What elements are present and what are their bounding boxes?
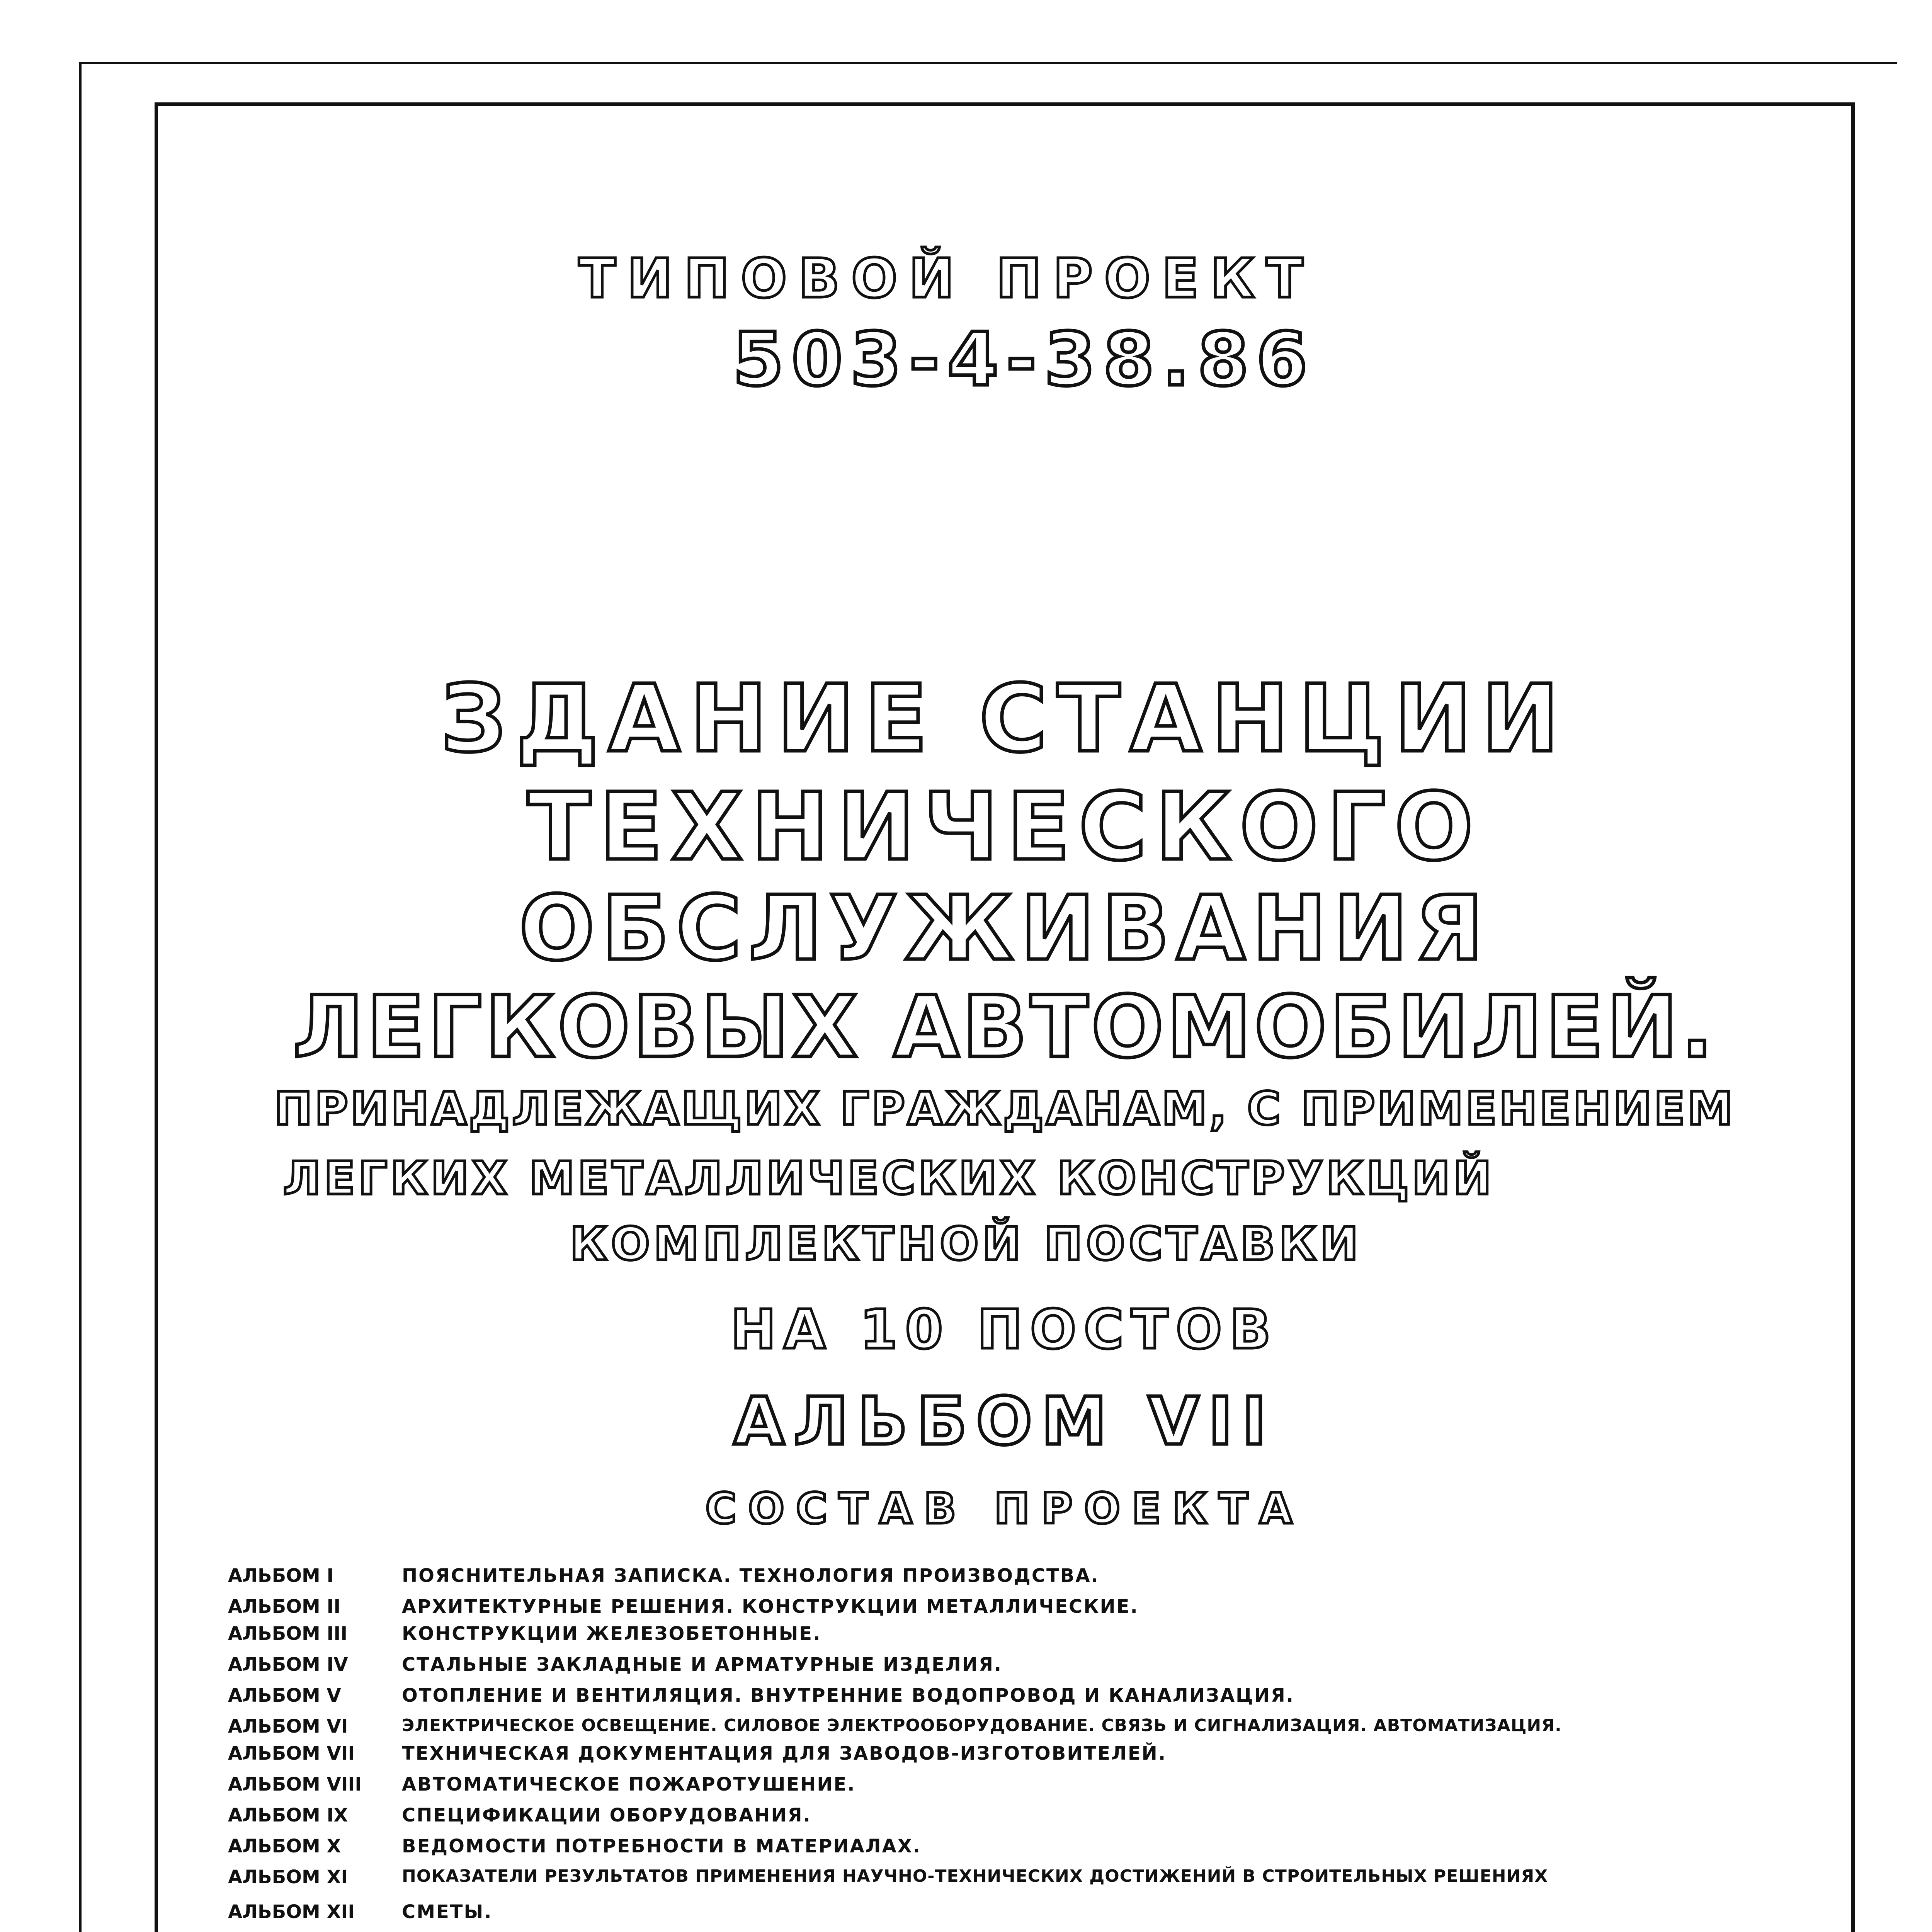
album-label: АЛЬБОМ III bbox=[228, 1623, 348, 1645]
album-label: АЛЬБОМ II bbox=[228, 1596, 341, 1617]
list-item bbox=[228, 1804, 1851, 1835]
album-description: ВЕДОМОСТИ ПОТРЕБНОСТИ В МАТЕРИАЛАХ. bbox=[402, 1835, 921, 1857]
album-description: ОТОПЛЕНИЕ И ВЕНТИЛЯЦИЯ. ВНУТРЕННИЕ ВОДОПРОВОД И КАНАЛИЗАЦИЯ. bbox=[402, 1685, 1295, 1706]
sheet-edge-left bbox=[79, 62, 82, 1932]
list-item bbox=[228, 1774, 1851, 1804]
album-label: АЛЬБОМ I bbox=[228, 1565, 334, 1587]
sheet-edge-top bbox=[81, 62, 1897, 64]
album-label: АЛЬБОМ V bbox=[228, 1685, 341, 1706]
album-description: СМЕТЫ. bbox=[402, 1901, 493, 1923]
album-description: АРХИТЕКТУРНЫЕ РЕШЕНИЯ. КОНСТРУКЦИИ МЕТАЛЛИЧЕСКИЕ. bbox=[402, 1596, 1139, 1617]
title-line-1: ЗДАНИЕ СТАНЦИИ bbox=[440, 665, 1569, 773]
album-label: АЛЬБОМ VIII bbox=[228, 1774, 362, 1795]
list-item bbox=[228, 1835, 1851, 1866]
list-item bbox=[228, 1685, 1851, 1716]
album-description: ПОЯСНИТЕЛЬНАЯ ЗАПИСКА. ТЕХНОЛОГИЯ ПРОИЗВОДСТВА. bbox=[402, 1565, 1099, 1587]
album-description: АВТОМАТИЧЕСКОЕ ПОЖАРОТУШЕНИЕ. bbox=[402, 1774, 856, 1795]
list-item bbox=[228, 1716, 1851, 1747]
list-item bbox=[228, 1654, 1851, 1685]
album-description: КОНСТРУКЦИИ ЖЕЛЕЗОБЕТОННЫЕ. bbox=[402, 1623, 821, 1645]
album-label: АЛЬБОМ XII bbox=[228, 1901, 355, 1923]
album-description: ТЕХНИЧЕСКАЯ ДОКУМЕНТАЦИЯ ДЛЯ ЗАВОДОВ-ИЗГОТОВИТЕЛЕЙ. bbox=[402, 1743, 1167, 1764]
list-item bbox=[228, 1743, 1851, 1774]
project-type-heading: ТИПОВОЙ ПРОЕКТ bbox=[578, 247, 1315, 310]
composition-heading: СОСТАВ ПРОЕКТА bbox=[705, 1484, 1304, 1533]
list-item bbox=[228, 1866, 1851, 1897]
title-line-2: ТЕХНИЧЕСКОГО bbox=[527, 773, 1482, 881]
title-line-7: КОМПЛЕКТНОЙ ПОСТАВКИ bbox=[570, 1217, 1362, 1270]
album-number: АЛЬБОМ VII bbox=[733, 1383, 1276, 1460]
album-label: АЛЬБОМ X bbox=[228, 1835, 341, 1857]
title-line-5: ПРИНАДЛЕЖАЩИХ ГРАЖДАНАМ, С ПРИМЕНЕНИЕМ bbox=[274, 1082, 1735, 1135]
list-item bbox=[228, 1596, 1851, 1627]
title-line-4: ЛЕГКОВЫХ АВТОМОБИЛЕЙ. bbox=[293, 978, 1716, 1077]
list-item bbox=[228, 1623, 1851, 1654]
title-line-3: ОБСЛУЖИВАНИЯ bbox=[519, 877, 1490, 980]
album-description: ПОКАЗАТЕЛИ РЕЗУЛЬТАТОВ ПРИМЕНЕНИЯ НАУЧНО-ТЕХНИЧЕСКИХ ДОСТИЖЕНИЙ В СТРОИТЕЛЬНЫХ РЕШЕНИЯХ bbox=[402, 1866, 1548, 1886]
album-description: ЭЛЕКТРИЧЕСКОЕ ОСВЕЩЕНИЕ. СИЛОВОЕ ЭЛЕКТРООБОРУДОВАНИЕ. СВЯЗЬ И СИГНАЛИЗАЦИЯ. АВТОМАТИЗАЦИЯ. bbox=[402, 1716, 1562, 1735]
album-label: АЛЬБОМ IV bbox=[228, 1654, 348, 1675]
title-line-6: ЛЕГКИХ МЕТАЛЛИЧЕСКИХ КОНСТРУКЦИЙ bbox=[283, 1151, 1495, 1205]
album-label: АЛЬБОМ VI bbox=[228, 1716, 348, 1737]
project-number: 503-4-38.86 bbox=[733, 317, 1315, 402]
album-description: СТАЛЬНЫЕ ЗАКЛАДНЫЕ И АРМАТУРНЫЕ ИЗДЕЛИЯ. bbox=[402, 1654, 1003, 1675]
posts-count: НА 10 ПОСТОВ bbox=[731, 1298, 1279, 1361]
list-item bbox=[228, 1565, 1851, 1596]
list-item bbox=[228, 1901, 1851, 1932]
album-label: АЛЬБОМ XI bbox=[228, 1866, 348, 1888]
album-description: СПЕЦИФИКАЦИИ ОБОРУДОВАНИЯ. bbox=[402, 1804, 811, 1826]
album-label: АЛЬБОМ IX bbox=[228, 1804, 348, 1826]
album-label: АЛЬБОМ VII bbox=[228, 1743, 355, 1764]
